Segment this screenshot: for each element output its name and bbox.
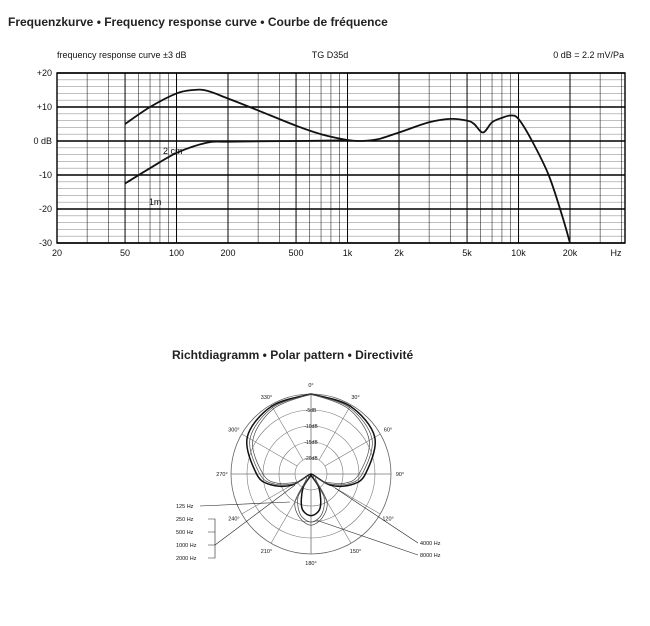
polar-angle-label: 30° [351,394,360,401]
y-tick-label: -30 [38,238,52,248]
polar-angle-label: 90° [395,472,405,478]
y-tick-label: 0 dB [33,136,52,146]
subtitle-left: frequency response curve ±3 dB [57,50,187,60]
polar-spoke [242,482,297,514]
polar-angle-label: 240° [228,516,240,523]
polar-angle-label: 60° [383,427,393,434]
polar-legend-label: 250 Hz [176,517,194,523]
polar-legend-label: 500 Hz [176,530,194,536]
y-tick-label: +20 [36,68,52,78]
x-tick-label: 200 [220,248,236,258]
polar-angle-label: 0° [308,383,314,389]
polar-angle-label: 330° [260,394,273,401]
polar-angle-label: 300° [228,427,240,434]
legend-leader [316,520,418,555]
polar-ring-label: -10dB [304,424,318,430]
x-tick-label: 20k [562,248,578,258]
x-tick-label: 500 [288,248,304,258]
plot-frame [57,73,625,243]
x-tick-label: 20 [51,248,63,258]
y-tick-label: -10 [38,170,52,180]
y-tick-label: +10 [36,102,52,112]
polar-spoke [319,405,351,460]
series-line-1m [125,140,347,183]
polar-spoke [325,482,380,514]
polar-angle-label: 270° [216,472,228,478]
polar-angle-label: 120° [382,516,394,523]
x-tick-label: 5k [462,248,472,258]
polar-angle-label: 180° [305,561,317,567]
subtitle-center: TG D35d [311,50,349,60]
x-tick-label: 100 [169,248,185,258]
polar-legend-label: 8000 Hz [420,553,441,559]
legend-leader [215,485,295,545]
series-label: 1m [148,197,162,208]
polar-ring-label: -5dB [305,408,317,414]
polar-legend-label: 1000 Hz [176,543,197,549]
legend-leader [335,488,418,543]
polar-angle-label: 150° [349,549,362,556]
x-tick-label: 2k [394,248,404,258]
legend-bracket [208,519,215,558]
polar-ring-label: -20dB [304,456,318,462]
subtitle-right: 0 dB = 2.2 mV/Pa [553,50,624,60]
polar-angle-label: 210° [260,549,273,556]
polar-ring-label: -15dB [304,440,318,446]
legend-leader [200,502,290,506]
polar-legend-label: 125 Hz [176,504,194,510]
polar-spoke [271,405,303,460]
x-unit-label: Hz [610,248,622,258]
x-tick-label: 50 [120,248,131,258]
polar-legend-label: 2000 Hz [176,556,197,562]
y-tick-label: -20 [38,204,52,214]
x-tick-label: 10k [511,248,526,258]
x-tick-label: 1k [342,248,353,258]
polar-chart-title: Richtdiagramm • Polar pattern • Directivité [172,348,414,362]
freq-chart-title: Frequenzkurve • Frequency response curve • Courbe de fréquence [8,15,388,29]
series-label: 2 cm [162,146,183,157]
polar-legend-label: 4000 Hz [420,541,441,547]
